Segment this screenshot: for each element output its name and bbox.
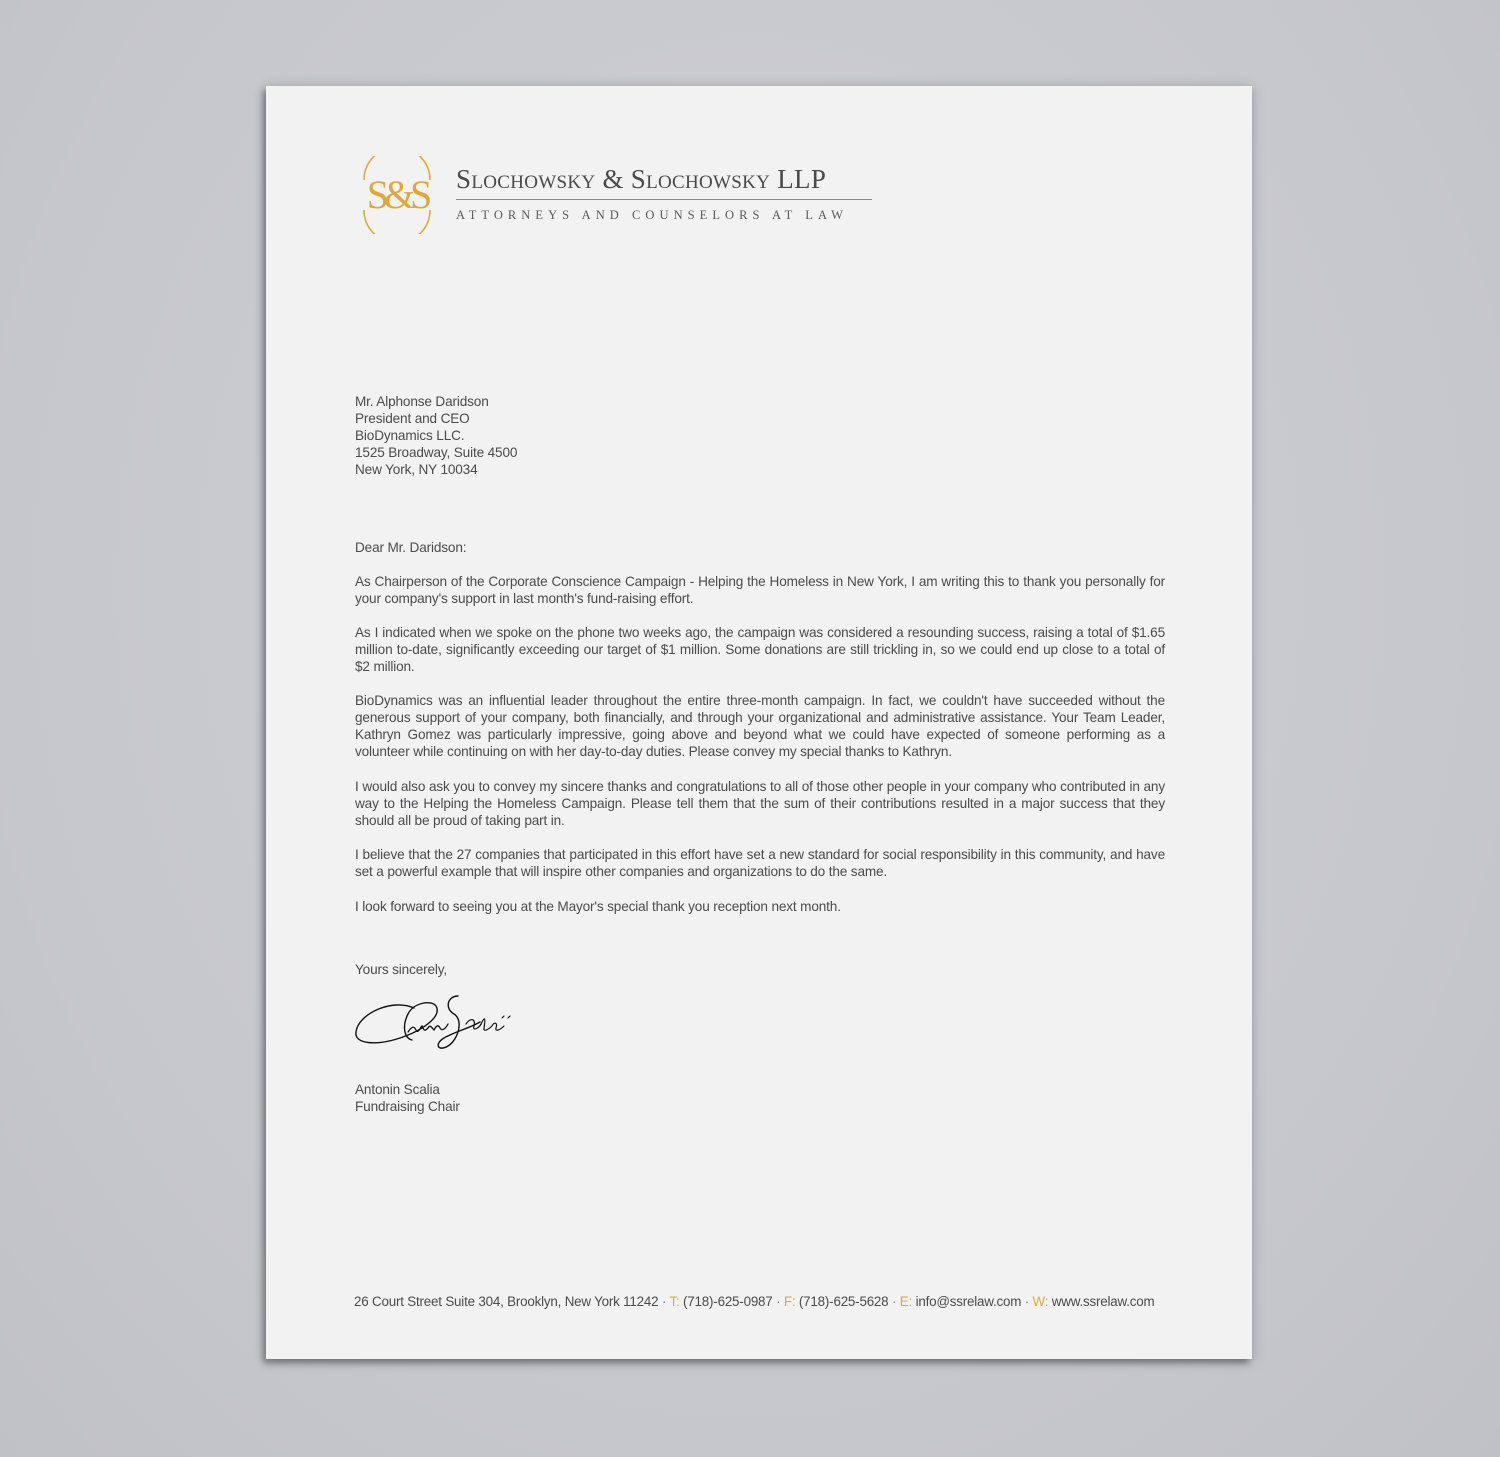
firm-name: Slochowsky & Slochowsky LLP — [456, 164, 827, 194]
firm-tagline: ATTORNEYS AND COUNSELORS AT LAW — [456, 208, 848, 222]
footer-separator: · — [891, 1294, 897, 1309]
footer-fax-label: F: — [783, 1294, 796, 1309]
footer-email-label: E: — [899, 1294, 913, 1309]
recipient-street: 1525 Broadway, Suite 4500 — [355, 445, 518, 460]
signer-block — [355, 1081, 460, 1115]
body-paragraph: As Chairperson of the Corporate Conscience Campaign - Helping the Homeless in New York, I am writing this to thank you personally for your company's support in last month's fund-raising effort. — [355, 574, 1165, 606]
footer-phone-label: T: — [669, 1294, 680, 1309]
recipient-title: President and CEO — [355, 411, 470, 426]
body-paragraph: BioDynamics was an influential leader throughout the entire three-month campaign. In fact, we couldn't have succeeded without the generous support of your company, both financially, and through your organizational and administrative assistance. Your Team Leader, Kathryn Gomez was particularly impressive, going above and beyond what we could have expected of someone performing as a volunteer while continuing on with her day-to-day duties. Please convey my special thanks to Kathryn. — [355, 693, 1165, 759]
letterhead-divider — [456, 199, 872, 200]
footer-web: www.ssrelaw.com — [1051, 1294, 1155, 1309]
recipient-city: New York, NY 10034 — [355, 462, 478, 477]
logo-monogram: S&S — [366, 172, 428, 217]
letter-sheet — [266, 86, 1252, 1359]
footer-separator: · — [1024, 1294, 1030, 1309]
salutation: Dear Mr. Daridson: — [355, 540, 467, 555]
footer-separator: · — [776, 1294, 781, 1309]
footer-email: info@ssrelaw.com — [915, 1294, 1022, 1309]
footer-fax: (718)-625-5628 — [798, 1294, 889, 1309]
signer-title: Fundraising Chair — [355, 1099, 460, 1114]
firm-logo-icon — [354, 156, 440, 234]
footer-separator: · — [661, 1294, 667, 1309]
closing: Yours sincerely, — [355, 962, 448, 977]
signer-name: Antonin Scalia — [355, 1082, 440, 1097]
body-paragraph: I believe that the 27 companies that participated in this effort have set a new standard for social responsibility in this community, and have set a powerful example that will inspire other companies and organizations to do the same. — [355, 847, 1165, 879]
recipient-name: Mr. Alphonse Daridson — [355, 394, 489, 409]
recipient-company: BioDynamics LLC. — [355, 428, 465, 443]
footer-phone: (718)-625-0987 — [683, 1294, 773, 1309]
body-paragraph: As I indicated when we spoke on the phone two weeks ago, the campaign was considered a resounding success, raising a total of $1.65 million to-date, significantly exceeding our target of $1 million. Some donations are still trickling in, so we could end up close to a total of $2 million. — [355, 625, 1165, 674]
body-paragraph: I would also ask you to convey my sincere thanks and congratulations to all of those other people in your company who contributed in any way to the Helping the Homeless Campaign. Please tell them that the sum of their contributions resulted in a major success that they should all be proud of taking part in. — [355, 779, 1165, 828]
signature-icon — [352, 988, 522, 1066]
footer-contact — [354, 1294, 1166, 1309]
recipient-address — [355, 393, 755, 478]
body-paragraph: I look forward to seeing you at the Mayor's special thank you reception next month. — [355, 899, 841, 914]
footer-address: 26 Court Street Suite 304, Brooklyn, New York 11242 — [354, 1294, 659, 1309]
footer-web-label: W: — [1032, 1294, 1049, 1309]
